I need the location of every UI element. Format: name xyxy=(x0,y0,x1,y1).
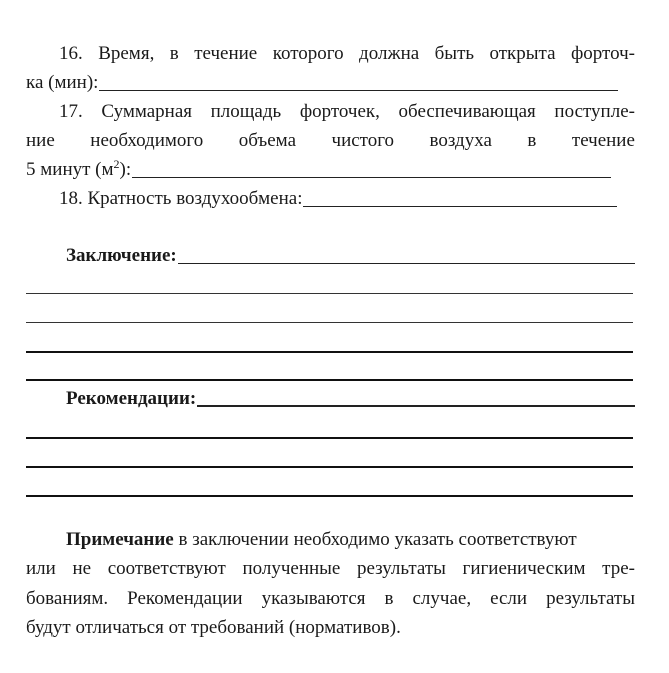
word: тре- xyxy=(602,558,635,579)
word: быть xyxy=(434,43,475,64)
word: форточек, xyxy=(299,101,380,122)
item-17-field[interactable] xyxy=(26,159,611,182)
conclusion-label: Заключение: xyxy=(66,245,177,266)
word: полученные xyxy=(242,558,341,579)
word: должна xyxy=(359,43,420,64)
word: случае, xyxy=(412,588,472,609)
word: в xyxy=(384,588,394,609)
word: открыта xyxy=(489,43,556,64)
word: в xyxy=(169,43,179,64)
word: или xyxy=(26,558,56,579)
recommendations-label: Рекомендации: xyxy=(66,388,197,409)
conclusion-line-3[interactable] xyxy=(26,351,633,353)
item-17-line-2: ние необходимого объема чистого воздуха в течение xyxy=(26,130,635,151)
word: 16. xyxy=(59,43,83,64)
word: 17. xyxy=(59,101,83,122)
recommendations-field[interactable] xyxy=(66,388,635,411)
conclusion-field[interactable] xyxy=(66,245,635,268)
word: форточ- xyxy=(570,43,635,64)
word: если xyxy=(490,588,528,609)
word: Рекомендации xyxy=(127,588,243,609)
word: соответствуют xyxy=(107,558,226,579)
item-17-line-1 xyxy=(59,101,635,124)
word: обеспечивающая xyxy=(398,101,536,122)
recommendations-line-2[interactable] xyxy=(26,466,633,468)
item-18-blank[interactable] xyxy=(303,206,617,207)
conclusion-line-1[interactable] xyxy=(26,293,633,294)
note-line-3 xyxy=(26,588,635,611)
word: Суммарная xyxy=(101,101,193,122)
word: поступле- xyxy=(554,101,635,122)
conclusion-line-2[interactable] xyxy=(26,322,633,323)
word: которого xyxy=(272,43,344,64)
word: течение xyxy=(194,43,258,64)
superscript-2: 2 xyxy=(113,157,120,171)
conclusion-line-4[interactable] xyxy=(26,379,633,381)
item-17-label: 5 минут $(м^2)$: xyxy=(26,157,132,180)
item-17-blank[interactable] xyxy=(132,177,611,178)
item-16-line-1 xyxy=(59,43,635,66)
note-line-2 xyxy=(26,558,635,581)
conclusion-blank[interactable] xyxy=(178,263,635,264)
note-heading: Примечание xyxy=(66,529,174,550)
note-line-4: будут отличаться от требований (нормативов). xyxy=(26,617,401,638)
item-18-label: 18. Кратность воздухообмена: xyxy=(59,188,303,209)
word: Время, xyxy=(98,43,155,64)
item-16-field[interactable] xyxy=(26,72,618,95)
recommendations-line-3[interactable] xyxy=(26,495,633,497)
word: не xyxy=(72,558,92,579)
word: гигиеническим xyxy=(462,558,586,579)
word: площадь xyxy=(210,101,282,122)
item-16-label: ка (мин): xyxy=(26,72,99,93)
word: результаты xyxy=(546,588,635,609)
recommendations-blank[interactable] xyxy=(197,405,635,407)
word: результаты xyxy=(357,558,446,579)
note-line-1: Примечание в заключении необходимо указать соответствуют xyxy=(66,529,577,550)
recommendations-line-1[interactable] xyxy=(26,437,633,439)
word: указываются xyxy=(261,588,366,609)
item-16-blank[interactable] xyxy=(99,90,618,91)
item-18-field[interactable] xyxy=(59,188,617,211)
word: бованиям. xyxy=(26,588,109,609)
